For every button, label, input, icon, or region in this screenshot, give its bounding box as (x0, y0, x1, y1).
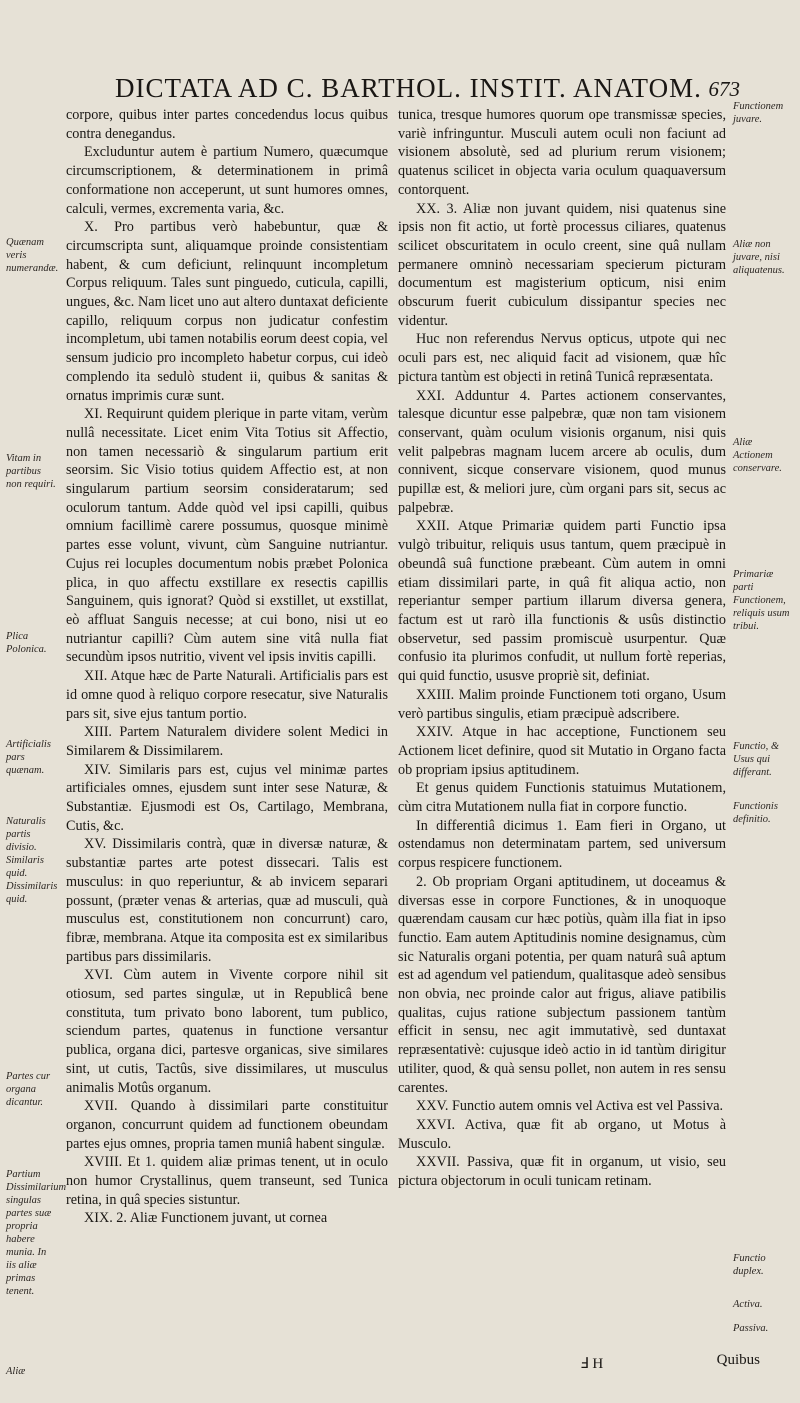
margin-note: Functio, & Usus qui differant. (733, 741, 780, 778)
paragraph: Et genus quidem Functionis statuimus Mutationem, cùm citra Mutationem nulla fiat in corpore functio. (398, 780, 726, 816)
paragraph: XVI. Cùm autem in Vivente corpore nihil sit otiosum, sed partes singulæ, ut in Republicâ bene constituta, tum privato bono laborent, tum publico, sciendum partes, quatenus in functione versantur publica, organa dici, partesve organicas, sive similares sint, ut cutis, Tactûs, sive dissimilares, ut musculus animalis Motûs organum. (66, 967, 388, 1096)
margin-note: Artificialis pars quænam. (6, 739, 51, 776)
paragraph: XXVI. Activa, quæ fit ab organo, ut Motus à Musculo. (398, 1116, 726, 1152)
paragraph: XIV. Similaris pars est, cujus vel minimæ partes artificiales omnes, ejusdem sunt inter sese Naturæ, & Substantiæ. Ejusmodi est Os, Cartilago, Membrana, Cutis, &c. (66, 761, 388, 834)
paragraph: Huc non referendus Nervus opticus, utpote qui nec oculi pars est, nec aliquid facit ad visionem, quæ hîc pictura tantùm est objecti in retinâ Tunicâ repræsentata. (398, 331, 726, 385)
paragraph: XXVII. Passiva, quæ fit in organum, ut visio, seu pictura objectorum in oculi tunicam retinam. (398, 1154, 726, 1190)
paragraph: XIII. Partem Naturalem dividere solent Medici in Similarem & Dissimilarem. (66, 724, 388, 759)
margin-note: Vitam in partibus non requiri. (6, 453, 56, 490)
margin-note: Passiva. (733, 1323, 769, 1334)
margin-note: Partes cur organa dicantur. (6, 1071, 51, 1108)
page-header (60, 73, 740, 107)
paragraph: XXIV. Atque in hac acceptione, Functionem seu Actionem licet definire, quod sit Mutatio in Organo facta ob propriam ipsius aptitudinem. (398, 724, 726, 778)
page-number: 673 (708, 77, 740, 101)
catchword: Quibus (716, 1352, 760, 1368)
paragraph: X. Pro partibus verò habebuntur, quæ & circumscripta sunt, aliquamque proinde consistentiam habent, & cum deficiunt, relinquunt incompletum Corpus reliquum. Tales sunt pinguedo, cuticula, capilli, ungues, &c. Nam licet uno aut altero duntaxat deficiente capillo, reliquum corpus non judicatur confestim incompletum, ubi tamen notabilis eorum deest copia, vel sensum judicio pro incompleto habetur corpus, cui ideò complendo ita sedulò student ii, quibus & sanitas & ornatus imprimis curæ sunt. (66, 219, 388, 404)
margin-note: Functio duplex. (733, 1253, 766, 1277)
margin-note: Aliæ (6, 1366, 26, 1377)
right-column (398, 106, 726, 1191)
paragraph: XXIII. Malim proinde Functionem toti organo, Usum verò partibus singulis, etiam præcipuè adscribere. (398, 686, 726, 722)
paragraph: Excluduntur autem è partium Numero, quæcumque circumscriptionem, & determinationem in primâ conformatione non acceperunt, ut sunt humores omnes, calculi, vermes, excrementa varia, &c. (66, 144, 388, 217)
margin-note: Naturalis partis divisio. Similaris quid. Dissimilaris quid. (6, 816, 58, 905)
margin-note: Plica Polonica. (6, 631, 47, 655)
paragraph: XVIII. Et 1. quidem aliæ primas tenent, ut in oculo non humor Crystallinus, quem transeunt, sed Tunica retina, in quâ species sistuntur. (66, 1154, 388, 1208)
paragraph: In differentiâ dicimus 1. Eam fieri in Organo, ut ostendamus non determinatam partem, sed universum corpus respicere functionem. (398, 817, 726, 872)
margin-note: Partium Dissimilarium singulas partes suæ propria habere munia. In iis aliæ primas tenent. (6, 1169, 67, 1297)
left-column (66, 106, 388, 1228)
paragraph: tunica, tresque humores quorum ope transmissæ species, variè infringuntur. Musculi autem oculi non faciunt ad visionem absolutè, sed ad plurium rerum visionem; quatenus scilicet in objecta varia oculum quaquaversum contorquent. (398, 107, 726, 198)
margin-note: Activa. (733, 1299, 763, 1310)
margin-note: Aliæ Actionem conservare. (733, 437, 782, 474)
paragraph: XXI. Adduntur 4. Partes actionem conservantes, talesque dicuntur esse palpebræ, quæ non tam visionem conservant, quàm oculum visionis organum, nisi quis velit palpebras magnam lucem arcere ab oculis, dum connivent, sicque conservare visionem, quod munus pupillæ est, & meliori jure, cùm organi pars sit, secus ac palpebræ. (398, 387, 726, 516)
paragraph: corpore, quibus inter partes concedendus locus quibus contra denegandus. (66, 107, 388, 142)
margin-note: Functionis definitio. (733, 801, 778, 825)
paragraph: XXV. Functio autem omnis vel Activa est vel Passiva. (416, 1098, 724, 1115)
signature-mark: Ⅎ H (580, 1356, 604, 1372)
margin-note: Primariæ parti Functionem, reliquis usum tribui. (733, 569, 790, 632)
paragraph: XII. Atque hæc de Parte Naturali. Artificialis pars est id omne quod à reliquo corpore resecatur, sive Naturalis pars sit, sive ejus tantum portio. (66, 668, 388, 722)
paragraph: XXII. Atque Primariæ quidem parti Functio ipsa vulgò tribuitur, reliquis usus tantum, quem præcipuè in obeundâ suâ functione præbeant. Cùm autem in omni etiam dissimilari parte, in quâ fit aliqua actio, non reperiantur semper partium illarum diversa genera, factum est ut rarò illa functionis & usûs distinctio observetur, sed passim promiscuè usurpentur. Quæ confusio ita plurimos confudit, ut nullum fortè reperias, qui quid functio, ususve propriè sit, definiat. (398, 518, 726, 685)
paragraph: XIX. 2. Aliæ Functionem juvant, ut cornea (84, 1210, 328, 1227)
paragraph: XI. Requirunt quidem plerique in parte vitam, verùm nullâ necessitate. Licet enim Vita Totius sit Affectio, non tamen necessariò & singularum partium erit seorsim. Sic Visio totius quidem Affectio est, at non singularum partium seorsim consideratarum; sed oculorum tantum. Adde quòd vel ipsi capilli, quibus omnium facillimè carere possumus, quosque minimè partes esse volunt, vivunt, cùm Sanguine nutriantur. Cujus rei locuples documentum nobis præbet Polonica plica, in quo affectu exstillare ex resectis capillis Sanguinem, quis ignorat? Quòd si exstillet, ut exstillat, eò affluat Sanguis necesse; at cui bono, nisi ut eo nutriantur capilli? Cùm autem sine vitâ nulla fiat secundùm ipsos nutritio, vivent vel ipsis invitis capilli. (66, 406, 388, 666)
paragraph: XVII. Quando à dissimilari parte constituitur organon, concurrunt quidem ad functionem obeundam partes ejus omnes, propria tamen muniâ habent singulæ. (66, 1098, 388, 1152)
margin-note: Quænam veris numerandæ. (6, 237, 59, 274)
paragraph: 2. Ob propriam Organi aptitudinem, ut doceamus & diversas esse in corpore Functiones, & in unoquoque quærendam causam cur hæc potiùs, quàm illa fiat in ipso functio. Eam autem Aptitudinis nomine designamus, cùm sic Naturalis organi potentia, per quam naturâ suâ aptum est ad agendum vel patiendum, qualitasque adeò sensibus non obvia, nec proinde calor aut frigus, aliave patibilis qualitas, cujus ratione subjectum passionem tantùm efficit in sensu, nec agit immutativè, sed duntaxat repræsentativè: cujusque ideò actio in id tantùm dirigitur utiliter, quod, & quà sensu pollet, non autem in res sensu carentes. (398, 873, 726, 1096)
margin-note: Functionem juvare. (733, 101, 784, 125)
paragraph: XV. Dissimilaris contrà, quæ in diversæ naturæ, & substantiæ partes arte potest dissecari. Talis est musculus: in quo reperiuntur, & ab invicem separari possunt, (præter venas & arterias, quæ ad musculi, quà musculus est, constitutionem non concurrunt) caro, fibræ, membrana. Atque ita composita est ex similaribus partibus pars dissimilaris. (66, 836, 388, 965)
margin-note: Aliæ non juvare, nisi aliquatenus. (733, 239, 785, 276)
paragraph: XX. 3. Aliæ non juvant quidem, nisi quatenus sine ipsis non fit actio, ut fortè processus ciliares, quatenus scilicet obscuritatem in oculo creent, sine quâ nullam permanere omninò necessariam specierum picturam documentum est magisterium opticum, nisi enim obscurum fuerit cubiculum dissipantur species nec videntur. (398, 200, 726, 329)
running-title: DICTATA AD C. BARTHOL. INSTIT. ANATOM. (115, 73, 702, 103)
